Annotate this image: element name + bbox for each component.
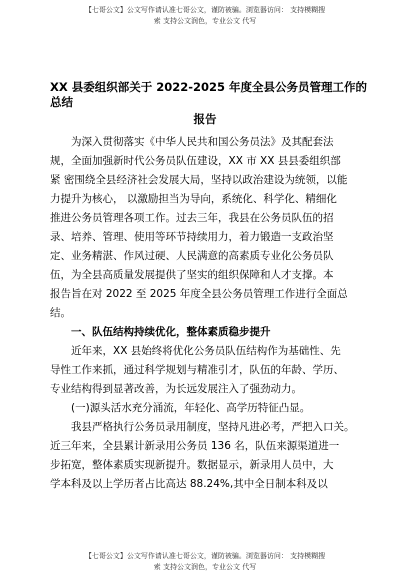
- bottom-banner: [0, 551, 410, 573]
- title-line2: 总结: [50, 95, 73, 109]
- body-line: 报告旨在对 2022 至 2025 年度全县公务员管理工作进行全面总: [50, 288, 348, 300]
- document-subtitle: 报告: [193, 112, 217, 126]
- body-line: 力提升为核心， 以激励担当为导向，系统化、科学化、精细化: [50, 193, 337, 205]
- body-line: 结。: [50, 307, 71, 319]
- body-line: 为深入贯彻落实《中华人民共和国公务员法》及其配套法: [71, 136, 334, 148]
- section1-line: 专业结构得到显著改善，为长远发展注入了强劲动力。: [50, 383, 302, 395]
- top-banner: [0, 5, 410, 27]
- body-line: 紧 密围绕全县经济社会发展大局，坚持以政治建设为统领，以能: [50, 174, 348, 186]
- subsection1-line: 学本科及以上学历者占比高达 88.24%,其中全日制本科及以: [50, 478, 328, 490]
- top-banner-line1: 【七哥公文】公文写作请认准七哥公文，谨防被骗。浏览器访问： 支持模糊搜: [84, 6, 326, 14]
- subsection1-line: 近三年来，全县累计新录用公务员 136 名，队伍来源渠道进一: [50, 440, 340, 452]
- section1-line: 近年来，XX 县始终将优化公务员队伍结构作为基础性、先: [71, 345, 341, 357]
- section1-heading: 一、队伍结构持续优化，整体素质稳步提升: [71, 326, 271, 338]
- subsection1-line: 我县严格执行公务员录用制度，坚持凡进必考，严把入口关。: [71, 421, 355, 433]
- document-title: [50, 80, 370, 110]
- subsection1-line: 步拓宽，整体素质实现新提升。数据显示，新录用人员中，大: [50, 459, 334, 471]
- body-line: 推进公务员管理各项工作。过去三年，我县在公务员队伍的招: [50, 212, 334, 224]
- bottom-banner-line1: 【七哥公文】公文写作请认准七哥公文，谨防被骗。浏览器访问： 支持模糊搜: [84, 552, 326, 560]
- top-banner-line2: 索 支持公文润色，专业公文 代写: [153, 17, 257, 25]
- body-line: 定、业务精湛、作风过硬、人民满意的高素质专业化公务员队: [50, 250, 334, 262]
- bottom-banner-line2: 索 支持公文润色，专业公文 代写: [153, 563, 257, 571]
- document-body: [50, 133, 370, 494]
- body-line: 伍，为全县高质量发展提供了坚实的组织保障和人才支撑。本: [50, 269, 334, 281]
- body-line: 录、培养、管理、使用等环节持续用力，着力锻造一支政治坚: [50, 231, 334, 243]
- title-line1: XX 县委组织部关于 2022-2025 年度全县公务员管理工作的: [50, 80, 368, 94]
- subsection1-heading: (一)源头活水充分涌流，年轻化、高学历特征凸显。: [71, 402, 311, 414]
- section1-line: 导性工作来抓，通过科学规划与精准引才，队伍的年龄、学历、: [50, 364, 344, 376]
- body-line: 规，全面加强新时代公务员队伍建设，XX 市 XX 县县委组织部: [50, 155, 341, 167]
